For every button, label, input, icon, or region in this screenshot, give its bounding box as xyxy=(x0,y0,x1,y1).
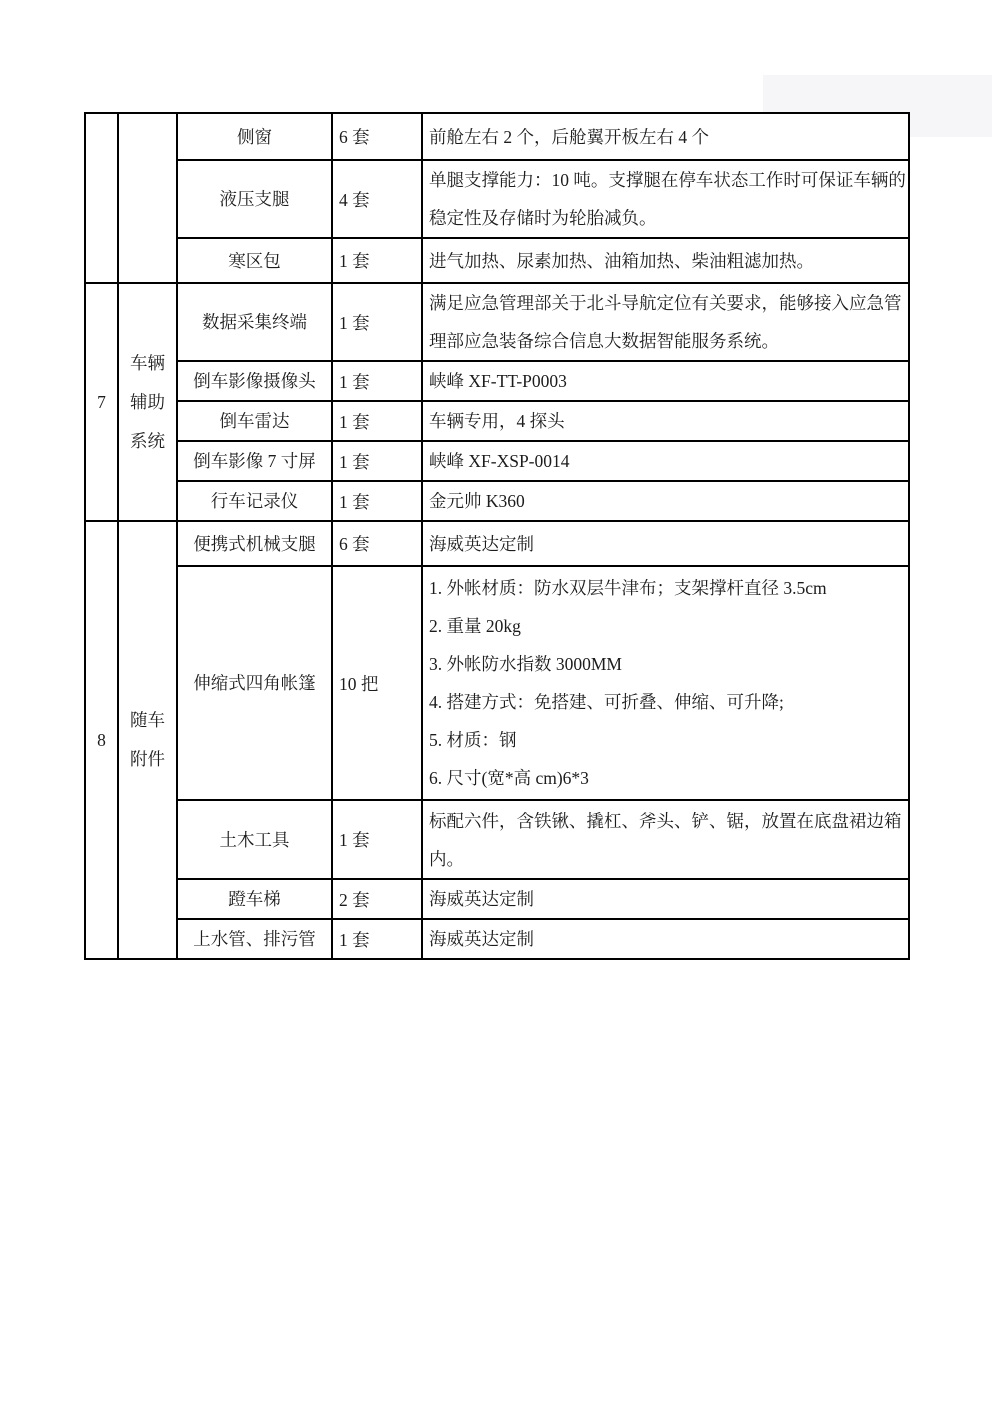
item-name: 液压支腿 xyxy=(219,189,290,209)
quantity-cell xyxy=(332,879,422,919)
equipment-spec-table xyxy=(84,112,910,960)
spec-cell xyxy=(422,401,909,441)
spec-line: 稳定性及存储时为轮胎减负。 xyxy=(429,208,657,228)
table-row xyxy=(85,401,909,441)
quantity-cell xyxy=(332,800,422,879)
spec-cell xyxy=(422,566,909,800)
item-name-cell xyxy=(177,919,332,959)
category-line: 车辆 xyxy=(130,352,165,373)
category-cell xyxy=(118,283,177,521)
item-name-cell xyxy=(177,800,332,879)
spec-line: 4. 搭建方式：免搭建、可折叠、伸缩、可升降; xyxy=(429,692,784,712)
spec-cell xyxy=(422,441,909,481)
table-row xyxy=(85,361,909,401)
quantity: 1 套 xyxy=(339,929,370,950)
quantity: 2 套 xyxy=(339,889,370,910)
category-line: 系统 xyxy=(130,430,165,451)
category-line: 辅助 xyxy=(130,391,165,412)
table-row xyxy=(85,521,909,566)
spec-cell xyxy=(422,283,909,361)
spec-cell xyxy=(422,800,909,879)
item-name: 侧窗 xyxy=(237,126,272,147)
spec-cell xyxy=(422,160,909,238)
item-name-cell xyxy=(177,361,332,401)
item-name-cell xyxy=(177,441,332,481)
quantity: 1 套 xyxy=(339,830,370,850)
spec-line: 海威英达定制 xyxy=(429,929,534,949)
category-line: 附件 xyxy=(130,749,165,769)
row-number: 7 xyxy=(97,391,106,412)
item-name: 倒车影像 7 寸屏 xyxy=(193,451,316,471)
item-name-cell xyxy=(177,238,332,283)
quantity: 1 套 xyxy=(339,371,370,392)
table-row xyxy=(85,441,909,481)
spec-cell xyxy=(422,521,909,566)
quantity-cell xyxy=(332,919,422,959)
spec-line: 海威英达定制 xyxy=(429,533,534,554)
category-cell xyxy=(118,113,177,283)
category-cell xyxy=(118,521,177,959)
quantity-cell xyxy=(332,238,422,283)
item-name-cell xyxy=(177,283,332,361)
quantity-cell xyxy=(332,361,422,401)
table-row xyxy=(85,283,909,361)
quantity-cell xyxy=(332,113,422,160)
spec-line: 5. 材质：钢 xyxy=(429,730,517,750)
spec-line: 进气加热、尿素加热、油箱加热、柴油粗滤加热。 xyxy=(429,250,814,271)
spec-line: 6. 尺寸(宽*高 cm)6*3 xyxy=(429,768,589,788)
spec-cell xyxy=(422,879,909,919)
quantity: 6 套 xyxy=(339,127,370,147)
spec-line: 3. 外帐防水指数 3000MM xyxy=(429,654,622,674)
spec-line: 标配六件，含铁锹、撬杠、斧头、铲、锯，放置在底盘裙边箱 xyxy=(429,810,902,831)
table-row xyxy=(85,566,909,800)
quantity-cell xyxy=(332,521,422,566)
item-name: 行车记录仪 xyxy=(210,491,299,511)
quantity: 1 套 xyxy=(339,312,370,333)
item-name-cell xyxy=(177,566,332,800)
table-row xyxy=(85,160,909,238)
table-row xyxy=(85,481,909,521)
quantity: 6 套 xyxy=(339,534,370,554)
spec-line: 金元帅 K360 xyxy=(429,491,525,511)
table-row xyxy=(85,879,909,919)
spec-cell xyxy=(422,919,909,959)
spec-line: 前舱左右 2 个，后舱翼开板左右 4 个 xyxy=(429,126,709,147)
item-name-cell xyxy=(177,113,332,160)
spec-line: 峡峰 XF-TT-P0003 xyxy=(429,371,567,391)
item-name: 便携式机械支腿 xyxy=(193,533,316,554)
quantity-cell xyxy=(332,160,422,238)
quantity-cell xyxy=(332,566,422,800)
item-name: 土木工具 xyxy=(219,829,290,850)
item-name: 伸缩式四角帐篷 xyxy=(193,673,316,693)
quantity: 4 套 xyxy=(339,189,370,210)
quantity: 1 套 xyxy=(339,451,370,472)
category-line: 随车 xyxy=(130,710,165,730)
quantity-cell xyxy=(332,441,422,481)
row-number: 8 xyxy=(97,729,106,750)
spec-cell xyxy=(422,113,909,160)
spec-line: 理部应急装备综合信息大数据智能服务系统。 xyxy=(429,331,779,351)
quantity-cell xyxy=(332,401,422,441)
item-name: 倒车影像摄像头 xyxy=(193,371,316,391)
spec-line: 2. 重量 20kg xyxy=(429,616,521,636)
item-name-cell xyxy=(177,401,332,441)
spec-line: 内。 xyxy=(429,848,464,869)
quantity: 1 套 xyxy=(339,411,370,432)
item-name: 蹬车梯 xyxy=(228,889,281,909)
table-row xyxy=(85,800,909,879)
item-name-cell xyxy=(177,521,332,566)
spec-cell xyxy=(422,238,909,283)
quantity-cell xyxy=(332,283,422,361)
item-name-cell xyxy=(177,879,332,919)
table-row xyxy=(85,919,909,959)
row-number-cell xyxy=(85,113,118,283)
spec-line: 峡峰 XF-XSP-0014 xyxy=(429,451,570,471)
spec-line: 海威英达定制 xyxy=(429,889,534,909)
quantity: 1 套 xyxy=(339,251,370,271)
item-name: 数据采集终端 xyxy=(202,312,307,332)
quantity: 10 把 xyxy=(339,673,379,694)
spec-line: 满足应急管理部关于北斗导航定位有关要求，能够接入应急管 xyxy=(429,293,902,313)
quantity: 1 套 xyxy=(339,491,370,512)
spec-line: 单腿支撑能力：10 吨。支撑腿在停车状态工作时可保证车辆的 xyxy=(429,170,906,190)
spec-line: 车辆专用，4 探头 xyxy=(429,411,565,431)
item-name: 上水管、排污管 xyxy=(193,929,316,949)
table-row xyxy=(85,238,909,283)
item-name-cell xyxy=(177,481,332,521)
spec-cell xyxy=(422,361,909,401)
row-number-cell xyxy=(85,283,118,521)
row-number-cell xyxy=(85,521,118,959)
table-row xyxy=(85,113,909,160)
item-name-cell xyxy=(177,160,332,238)
item-name: 倒车雷达 xyxy=(219,411,290,431)
spec-line: 1. 外帐材质：防水双层牛津布；支架撑杆直径 3.5cm xyxy=(429,578,827,598)
quantity-cell xyxy=(332,481,422,521)
item-name: 寒区包 xyxy=(228,250,281,271)
spec-cell xyxy=(422,481,909,521)
